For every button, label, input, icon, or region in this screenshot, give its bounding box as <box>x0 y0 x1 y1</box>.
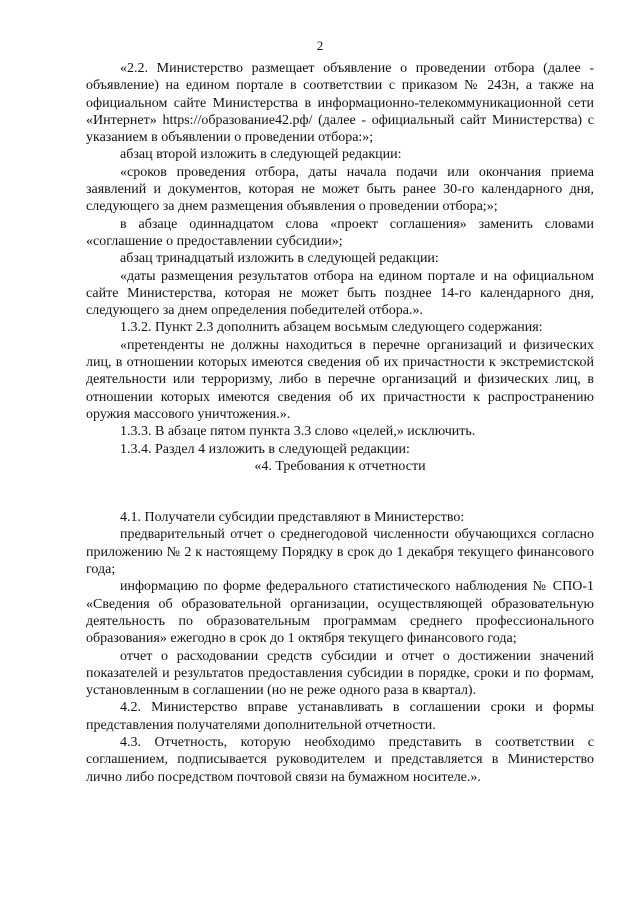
section-4-heading: «4. Требования к отчетности <box>254 458 426 474</box>
paragraph-4-1: 4.1. Получатели субсидии представляют в Министерство: <box>120 510 465 526</box>
paragraph-4-3: 4.3. Отчетность, которую необходимо представить в соответствии с соглашением, подписывается руководителем и представляется в Министерство лично либо посредством почтовой связи на бумажном носителе.». <box>86 734 594 785</box>
page-number: 2 <box>316 38 324 53</box>
paragraph-instruction-second: абзац второй изложить в следующей редакции: <box>120 147 402 163</box>
paragraph-1-3-4: 1.3.4. Раздел 4 изложить в следующей редакции: <box>120 441 410 457</box>
paragraph-results-date: «даты размещения результатов отбора на едином портале и на официальном сайте Министерства, которая не может быть позднее 14-го календарного дня, следующего за днем определения победителей отбора.». <box>86 268 594 319</box>
paragraph-spo-1-info: информацию по форме федерального статистического наблюдения № СПО-1 «Сведения об образовательной организации, осуществляющей образовательную деятельность по образовательным программам среднего профессионального образования» ежегодно в срок до 1 октября текущего финансового года; <box>86 579 594 647</box>
paragraph-1-3-3: 1.3.3. В абзаце пятом пункта 3.3 слово «целей,» исключить. <box>120 424 476 440</box>
document-body <box>86 60 594 786</box>
paragraph-expenditure-report: отчет о расходовании средств субсидии и отчет о достижении значений показателей и результатов предоставления субсидии в порядке, сроки и по формам, установленным в соглашении (но не реже одного раза в квартал). <box>86 648 594 699</box>
paragraph-preliminary-report: предварительный отчет о среднегодовой численности обучающихся согласно приложению № 2 к настоящему Порядку в срок до 1 декабря текущего финансового года; <box>86 527 594 578</box>
paragraph-applicants: «претенденты не должны находиться в перечне организаций и физических лиц, в отношении которых имеются сведения об их причастности к экстремистской деятельности или терроризму, либо в перечне организаций и физических лиц, в отношении которых имеются сведения об их причастности к распространению оружия массового уничтожения.». <box>86 337 594 422</box>
paragraph-1-3-2: 1.3.2. Пункт 2.3 дополнить абзацем восьмым следующего содержания: <box>120 320 543 336</box>
paragraph-deadlines: «сроков проведения отбора, даты начала подачи или окончания приема заявлений и документов, которая не может быть ранее 30-го календарного дня, следующего за днем размещения объявления о проведении отбора;»; <box>86 164 594 215</box>
paragraph-4-2: 4.2. Министерство вправе устанавливать в соглашении сроки и формы представления получателями дополнительной отчетности. <box>86 700 594 733</box>
paragraph-2-2: «2.2. Министерство размещает объявление о проведении отбора (далее - объявление) на едином портале в соответствии с приказом № 243н, а также на официальном сайте Министерства в информационно-телекоммуникационной сети «Интернет» https://образование42.рф/ (далее - официальный сайт Министерства) с указанием в объявлении о проведении отбора:»; <box>86 61 594 146</box>
paragraph-instruction-eleventh: в абзаце одиннадцатом слова «проект соглашения» заменить словами «соглашение о предоставлении субсидии»; <box>86 216 594 249</box>
paragraph-instruction-thirteenth: абзац тринадцатый изложить в следующей редакции: <box>120 251 439 267</box>
